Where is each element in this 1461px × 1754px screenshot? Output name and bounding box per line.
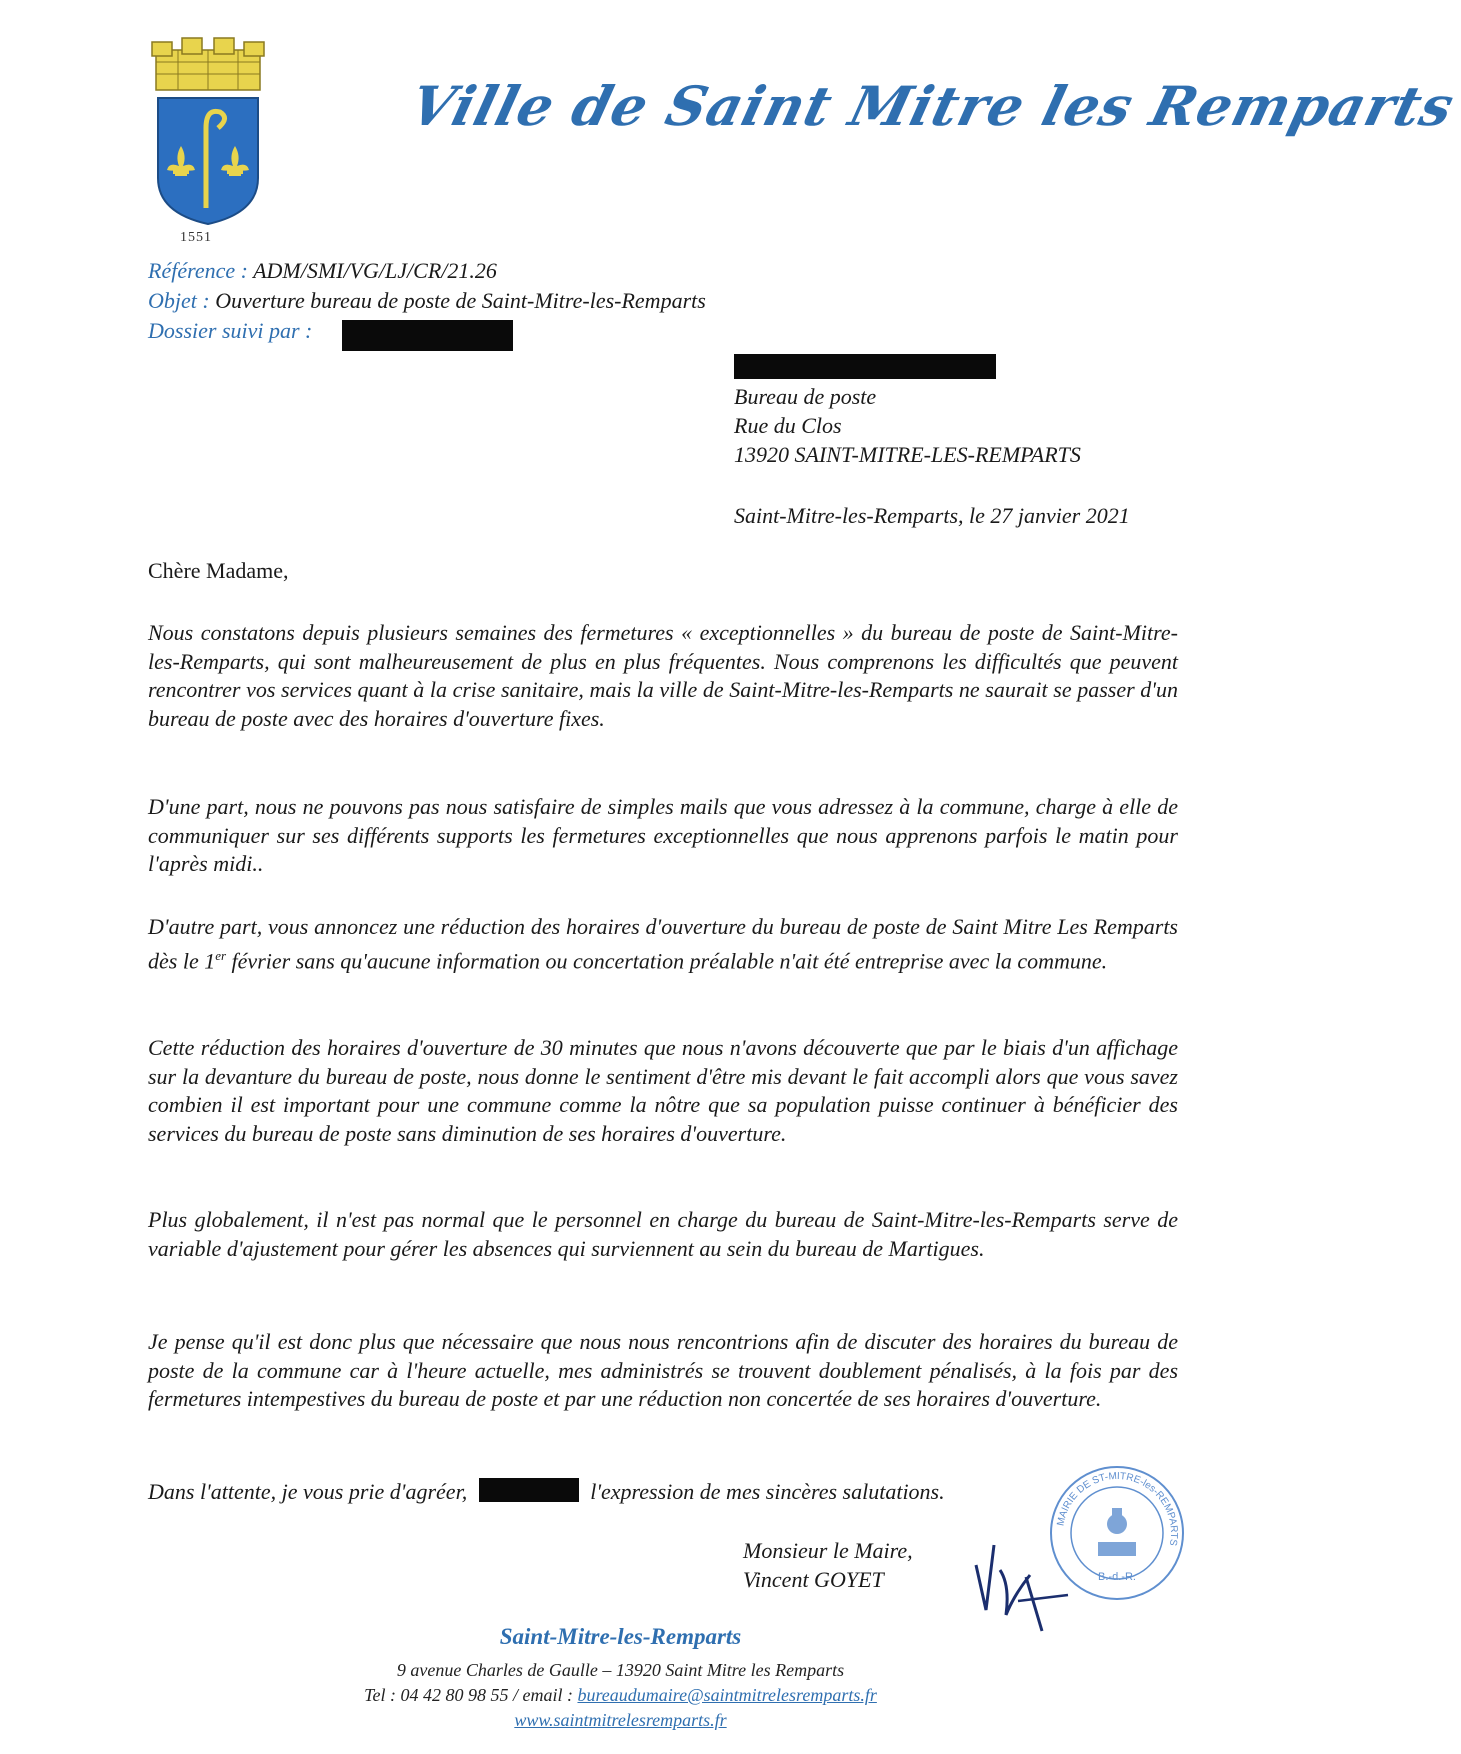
reference-label: Référence : bbox=[148, 258, 248, 283]
footer-website bbox=[0, 1710, 1241, 1731]
signatory-title: Monsieur le Maire, bbox=[743, 1538, 913, 1563]
paragraph-4: Cette réduction des horaires d'ouverture de 30 minutes que nous n'avons découverte que par le biais d'un affichage sur la devanture du bureau de poste, nous donne le sentiment d'être mis devant le fait accompli alors que vous savez combien il est important pour une commune comme la nôtre que sa population puisse continuer à bénéficier des services du bureau de poste sans diminution de ses horaires d'ouverture. bbox=[148, 1035, 1178, 1146]
closing-line bbox=[148, 1478, 1178, 1507]
paragraph-6: Je pense qu'il est donc plus que nécessaire que nous nous rencontrions afin de discuter des horaires du bureau de poste de la commune car à l'heure actuelle, mes administrés se trouvent doublement pénalisés, à la fois par des fermetures intempestives du bureau de poste et par une réduction non concertée de ses horaires d'ouverture. bbox=[148, 1329, 1178, 1411]
paragraph-3-sup: er bbox=[215, 947, 227, 963]
reference-value: ADM/SMI/VG/LJ/CR/21.26 bbox=[253, 258, 497, 283]
redacted-salutation bbox=[479, 1478, 579, 1502]
closing-after: l'expression de mes sincères salutations. bbox=[590, 1479, 945, 1504]
paragraph-5: Plus globalement, il n'est pas normal que le personnel en charge du bureau de Saint-Mitre-les-Remparts serve de variable d'ajustement pour gérer les absences qui surviennent au sein du bureau de Martigues. bbox=[148, 1207, 1178, 1261]
date-line: Saint-Mitre-les-Remparts, le 27 janvier 2021 bbox=[734, 503, 1130, 528]
paragraph-3-text-b: février sans qu'aucune information ou concertation préalable n'ait été entreprise avec la commune. bbox=[226, 947, 1108, 973]
object-label: Objet : bbox=[148, 288, 210, 313]
reference-line bbox=[148, 258, 497, 284]
footer-website-link[interactable]: www.saintmitrelesremparts.fr bbox=[514, 1710, 727, 1730]
greeting: Chère Madame, bbox=[148, 558, 289, 583]
redacted-recipient-name bbox=[734, 354, 996, 379]
footer-tel-email-prefix: Tel : 04 42 80 98 55 / email : bbox=[364, 1685, 573, 1705]
city-title: Ville de Saint Mitre les Remparts bbox=[404, 74, 1461, 138]
dossier-label: Dossier suivi par : bbox=[148, 318, 313, 343]
object-value: Ouverture bureau de poste de Saint-Mitre-les-Remparts bbox=[215, 288, 706, 313]
footer-contact bbox=[0, 1685, 1241, 1706]
official-stamp bbox=[1048, 1464, 1186, 1602]
dossier-line bbox=[148, 318, 312, 344]
closing-before: Dans l'attente, je vous prie d'agréer, bbox=[148, 1479, 468, 1504]
recipient-line-1: Bureau de poste bbox=[734, 384, 877, 409]
paragraph-3-text-a: D'autre part, vous annoncez une réduction des horaires d'ouverture du bureau de poste de Saint Mitre Les Remparts dès le 1 bbox=[148, 914, 1178, 973]
object-line bbox=[148, 288, 706, 314]
recipient-line-2: Rue du Clos bbox=[734, 413, 842, 438]
signatory-name: Vincent GOYET bbox=[743, 1567, 884, 1592]
footer-title: Saint-Mitre-les-Remparts bbox=[499, 1624, 742, 1649]
stamp-emblem-icon bbox=[1098, 1508, 1136, 1556]
crown-icon bbox=[152, 38, 264, 90]
recipient-line-3: 13920 SAINT-MITRE-LES-REMPARTS bbox=[734, 442, 1081, 467]
paragraph-1: Nous constatons depuis plusieurs semaines des fermetures « exceptionnelles » du bureau de poste de Saint-Mitre-les-Remparts, qui sont malheureusement de plus en plus fréquentes. Nous comprenons les difficultés que peuvent rencontrer vos services quant à la crise sanitaire, mais la ville de Saint-Mitre-les-Remparts ne saurait se passer d'un bureau de poste avec des horaires d'ouverture fixes. bbox=[148, 620, 1178, 731]
footer-email-link[interactable]: bureaudumaire@saintmitrelesremparts.fr bbox=[577, 1685, 877, 1705]
stamp-bottom-text: B.-d.-R. bbox=[1098, 1571, 1136, 1583]
redacted-dossier-name bbox=[342, 320, 513, 351]
crest-year: 1551 bbox=[180, 230, 212, 245]
city-crest-logo bbox=[148, 28, 268, 238]
paragraph-3 bbox=[148, 913, 1178, 975]
paragraph-2: D'une part, nous ne pouvons pas nous satisfaire de simples mails que vous adressez à la commune, charge à elle de communiquer sur ses différents supports les fermetures exceptionnelles que nous apprenons parfois le matin pour l'après midi.. bbox=[148, 794, 1178, 876]
stamp-ring-text: MAIRIE DE ST-MITRE-les-REMPARTS bbox=[1055, 1470, 1180, 1547]
footer-address: 9 avenue Charles de Gaulle – 13920 Saint Mitre les Remparts bbox=[396, 1660, 845, 1680]
